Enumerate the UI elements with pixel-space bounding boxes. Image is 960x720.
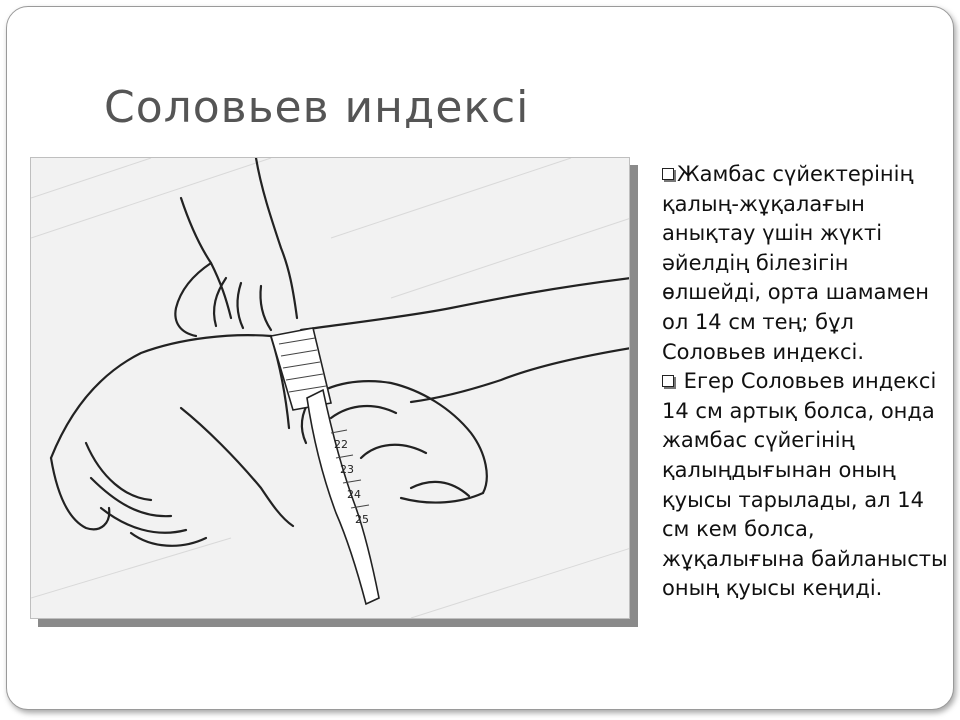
bullet-item — [662, 367, 952, 604]
bullet-item — [662, 160, 952, 367]
checkbox-bullet-icon — [662, 168, 674, 180]
bullet-text: Егер Соловьев индексі 14 см артық болса, онда жамбас сүйегінің қалыңдығынан оның қуысы тарылады, ал 14 см кем болса, жұқалығына байланысты оның қуысы кеңиді. — [662, 369, 948, 601]
measuring-tape — [271, 328, 379, 604]
slide-title: Соловьев индексі — [104, 82, 530, 133]
tape-number: 25 — [355, 513, 369, 526]
bullet-text: Жамбас сүйектерінің қалың-жұқалағын анықтау үшін жүкті әйелдің білезігін өлшейді, орта шамамен ол 14 см тең; бұл Соловьев индексі. — [662, 162, 930, 364]
tape-number: 23 — [340, 463, 354, 476]
tape-number: 24 — [347, 488, 361, 501]
bullet-list — [662, 160, 952, 604]
tape-number: 22 — [334, 438, 348, 451]
wrist-measurement-drawing — [31, 158, 630, 619]
checkbox-bullet-icon — [662, 375, 674, 387]
illustration-frame — [30, 157, 630, 619]
wrist-measurement-illustration — [30, 157, 630, 619]
